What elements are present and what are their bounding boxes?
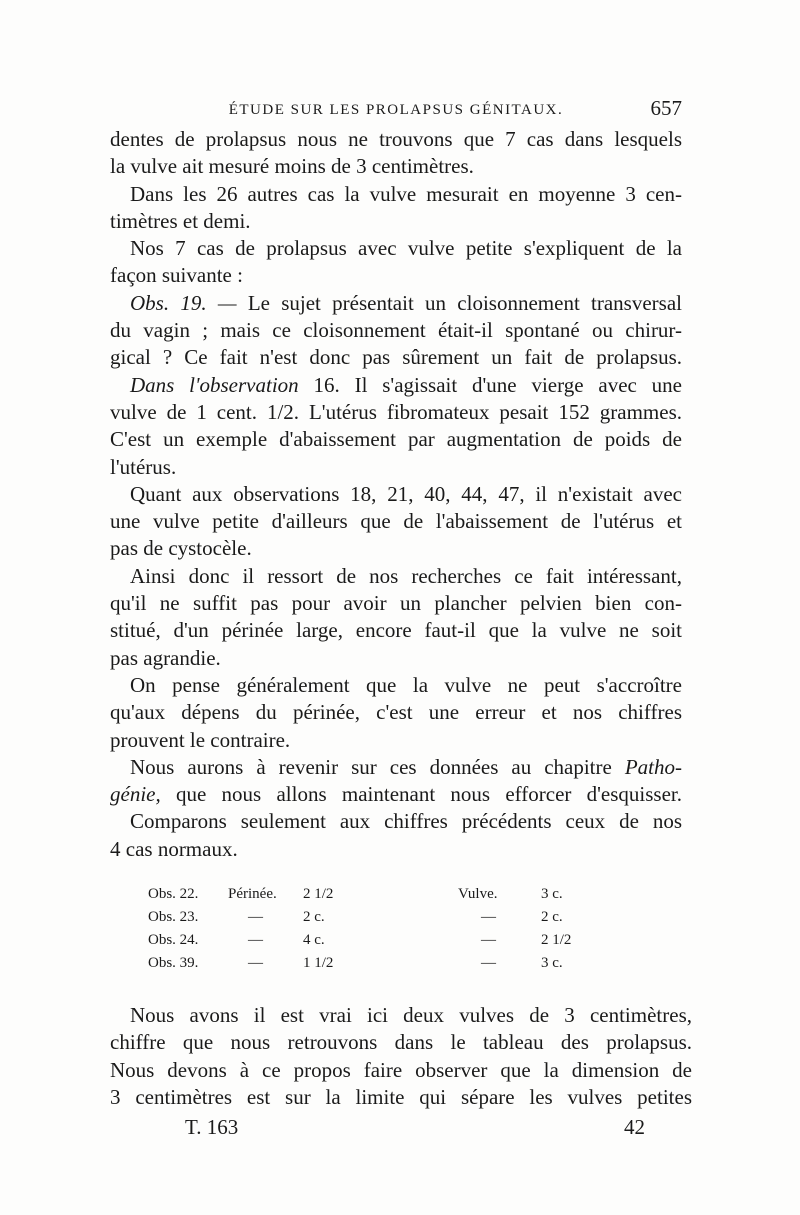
chapter-title: génie, — [110, 782, 161, 807]
running-title: ÉTUDE SUR LES PROLAPSUS GÉNITAUX. — [228, 102, 564, 118]
page-number: 657 — [650, 96, 682, 120]
text-line: Nos 7 cas de prolapsus avec vulve petite s'expliquent de la — [130, 236, 682, 261]
text-line: Comparons seulement aux chiffres précédents ceux de nos — [130, 809, 682, 834]
obs-reference: Obs. 19. — — [130, 290, 237, 315]
text-line: Dans les 26 autres cas la vulve mesurait en moyenne 3 cen- — [130, 181, 682, 206]
text-line: 4 cas normaux. — [110, 836, 238, 861]
table-row: Obs. 24. — 4 c. — 2 1/2 — [148, 932, 572, 948]
text-line: Nous aurons à revenir sur ces données au chapitre Patho- — [130, 754, 682, 779]
table-row: Obs. 23. — 2 c. — 2 c. — [148, 909, 563, 925]
text-line: prouvent le contraire. — [110, 727, 291, 752]
text-line: stitué, d'un périnée large, encore faut-il que la vulve ne soit — [110, 618, 682, 643]
body-text — [110, 126, 682, 863]
text-line: 3 centimètres est sur la limite qui sépare les vulves petites — [110, 1084, 692, 1109]
text-line: Dans l'observation 16. Il s'agissait d'une vierge avec une — [130, 372, 682, 397]
table-row: Obs. 39. — 1 1/2 — 3 c. — [148, 955, 563, 971]
closing-text — [110, 1002, 692, 1111]
text-line: du vagin ; mais ce cloisonnement était-il spontané ou chirur- — [110, 318, 682, 343]
text-line: la vulve ait mesuré moins de 3 centimètres. — [110, 154, 474, 179]
text-line: Ainsi donc il ressort de nos recherches ce fait intéressant, — [130, 563, 682, 588]
text-line: qu'il ne suffit pas pour avoir un plancher pelvien bien con- — [110, 591, 682, 616]
text-line: Nous devons à ce propos faire observer que la dimension de — [110, 1057, 692, 1082]
text-line: pas agrandie. — [110, 645, 221, 670]
text-line: une vulve petite d'ailleurs que de l'abaissement de l'utérus et — [110, 509, 682, 534]
text-line: gical ? Ce fait n'est donc pas sûrement un fait de prolapsus. — [110, 345, 682, 370]
text-line: timètres et demi. — [110, 208, 251, 233]
measurements-table — [148, 883, 588, 975]
text-line: Nous avons il est vrai ici deux vulves de 3 centimètres, — [130, 1003, 692, 1027]
text-line: dentes de prolapsus nous ne trouvons que 7 cas dans lesquels — [110, 127, 682, 151]
text-line: qu'aux dépens du périnée, c'est une erreur et nos chiffres — [110, 700, 682, 725]
text-line: l'utérus. — [110, 454, 177, 479]
signature-mark: 42 — [624, 1115, 645, 1139]
volume-label: T. 163 — [185, 1115, 239, 1139]
text-line: vulve de 1 cent. 1/2. L'utérus fibromateux pesait 152 grammes. — [110, 399, 682, 424]
text-line: génie, que nous allons maintenant nous efforcer d'esquisser. — [110, 782, 683, 807]
chapter-title: Patho- — [624, 754, 682, 779]
text-line: pas de cystocèle. — [110, 536, 252, 561]
text-line: Quant aux observations 18, 21, 40, 44, 47, il n'existait avec — [130, 481, 682, 506]
obs-reference: Dans l'observation — [130, 372, 299, 397]
text-line: C'est un exemple d'abaissement par augmentation de poids de — [110, 427, 682, 452]
text-line: chiffre que nous retrouvons dans le tableau des prolapsus. — [110, 1030, 692, 1055]
text-line: façon suivante : — [110, 263, 243, 288]
table-row: Obs. 22. Périnée. 2 1/2 Vulve. 3 c. — [148, 886, 563, 902]
running-header — [110, 96, 682, 126]
text-line: Obs. 19. — Le sujet présentait un cloisonnement transversal — [130, 290, 682, 315]
text-line: On pense généralement que la vulve ne peut s'accroître — [130, 672, 682, 697]
